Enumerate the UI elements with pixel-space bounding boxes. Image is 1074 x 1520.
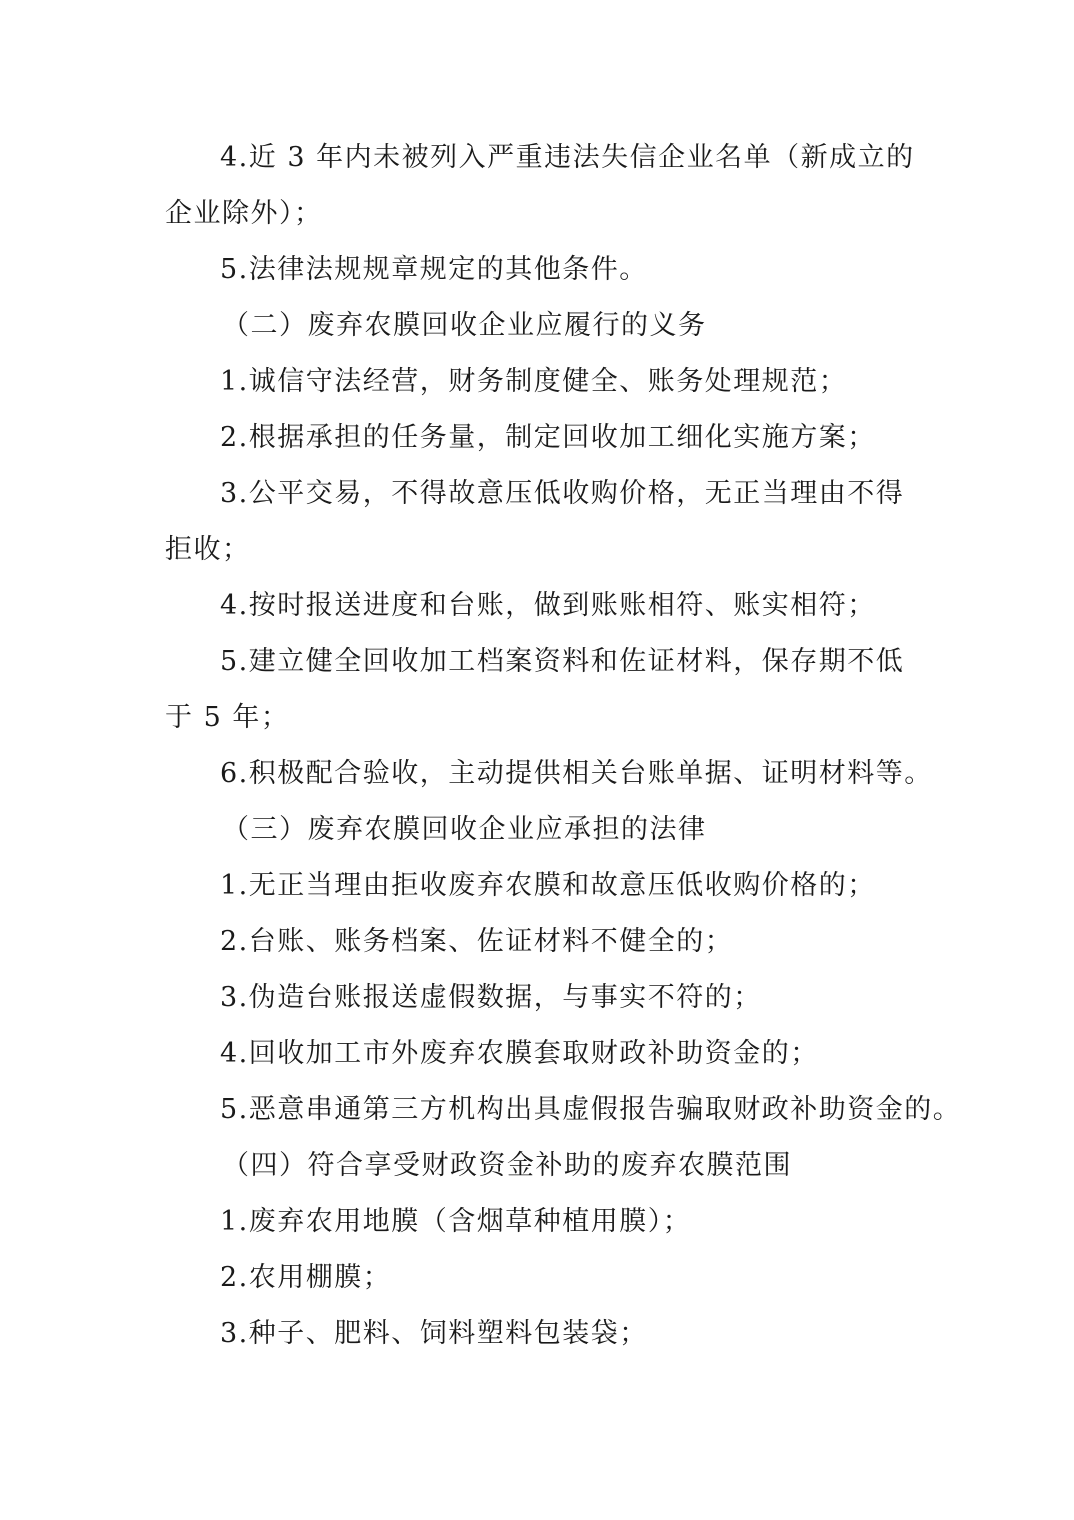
list-item: 5.法律法规规章规定的其他条件。	[220, 254, 648, 285]
list-item: 1.废弃农用地膜（含烟草种植用膜）；	[220, 1206, 692, 1237]
list-item: 4.回收加工市外废弃农膜套取财政补助资金的；	[220, 1038, 819, 1069]
list-item: 3.伪造台账报送虚假数据，与事实不符的；	[220, 982, 762, 1013]
section-heading: （三）废弃农膜回收企业应承担的法律	[222, 814, 707, 845]
list-item: 5.建立健全回收加工档案资料和佐证材料，保存期不低	[220, 646, 905, 677]
list-item-continuation: 于 5 年；	[165, 702, 290, 733]
list-item: 6.积极配合验收，主动提供相关台账单据、证明材料等。	[220, 758, 933, 789]
list-item: 2.农用棚膜；	[220, 1262, 392, 1293]
list-item: 3.公平交易，不得故意压低收购价格，无正当理由不得	[220, 478, 905, 509]
section-heading: （四）符合享受财政资金补助的废弃农膜范围	[222, 1150, 792, 1181]
section-heading: （二）废弃农膜回收企业应履行的义务	[222, 310, 707, 341]
list-item: 3.种子、肥料、饲料塑料包装袋；	[220, 1318, 648, 1349]
list-item: 4.按时报送进度和台账，做到账账相符、账实相符；	[220, 590, 876, 621]
list-item-continuation: 企业除外）；	[165, 198, 323, 229]
list-item: 1.无正当理由拒收废弃农膜和故意压低收购价格的；	[220, 870, 876, 901]
list-item: 5.恶意串通第三方机构出具虚假报告骗取财政补助资金的。	[220, 1094, 962, 1125]
list-item: 1.诚信守法经营，财务制度健全、账务处理规范；	[220, 366, 848, 397]
list-item: 2.台账、账务档案、佐证材料不健全的；	[220, 926, 734, 957]
list-item: 4.近 3 年内未被列入严重违法失信企业名单（新成立的	[220, 142, 915, 173]
list-item-continuation: 拒收；	[165, 534, 251, 565]
list-item: 2.根据承担的任务量，制定回收加工细化实施方案；	[220, 422, 876, 453]
